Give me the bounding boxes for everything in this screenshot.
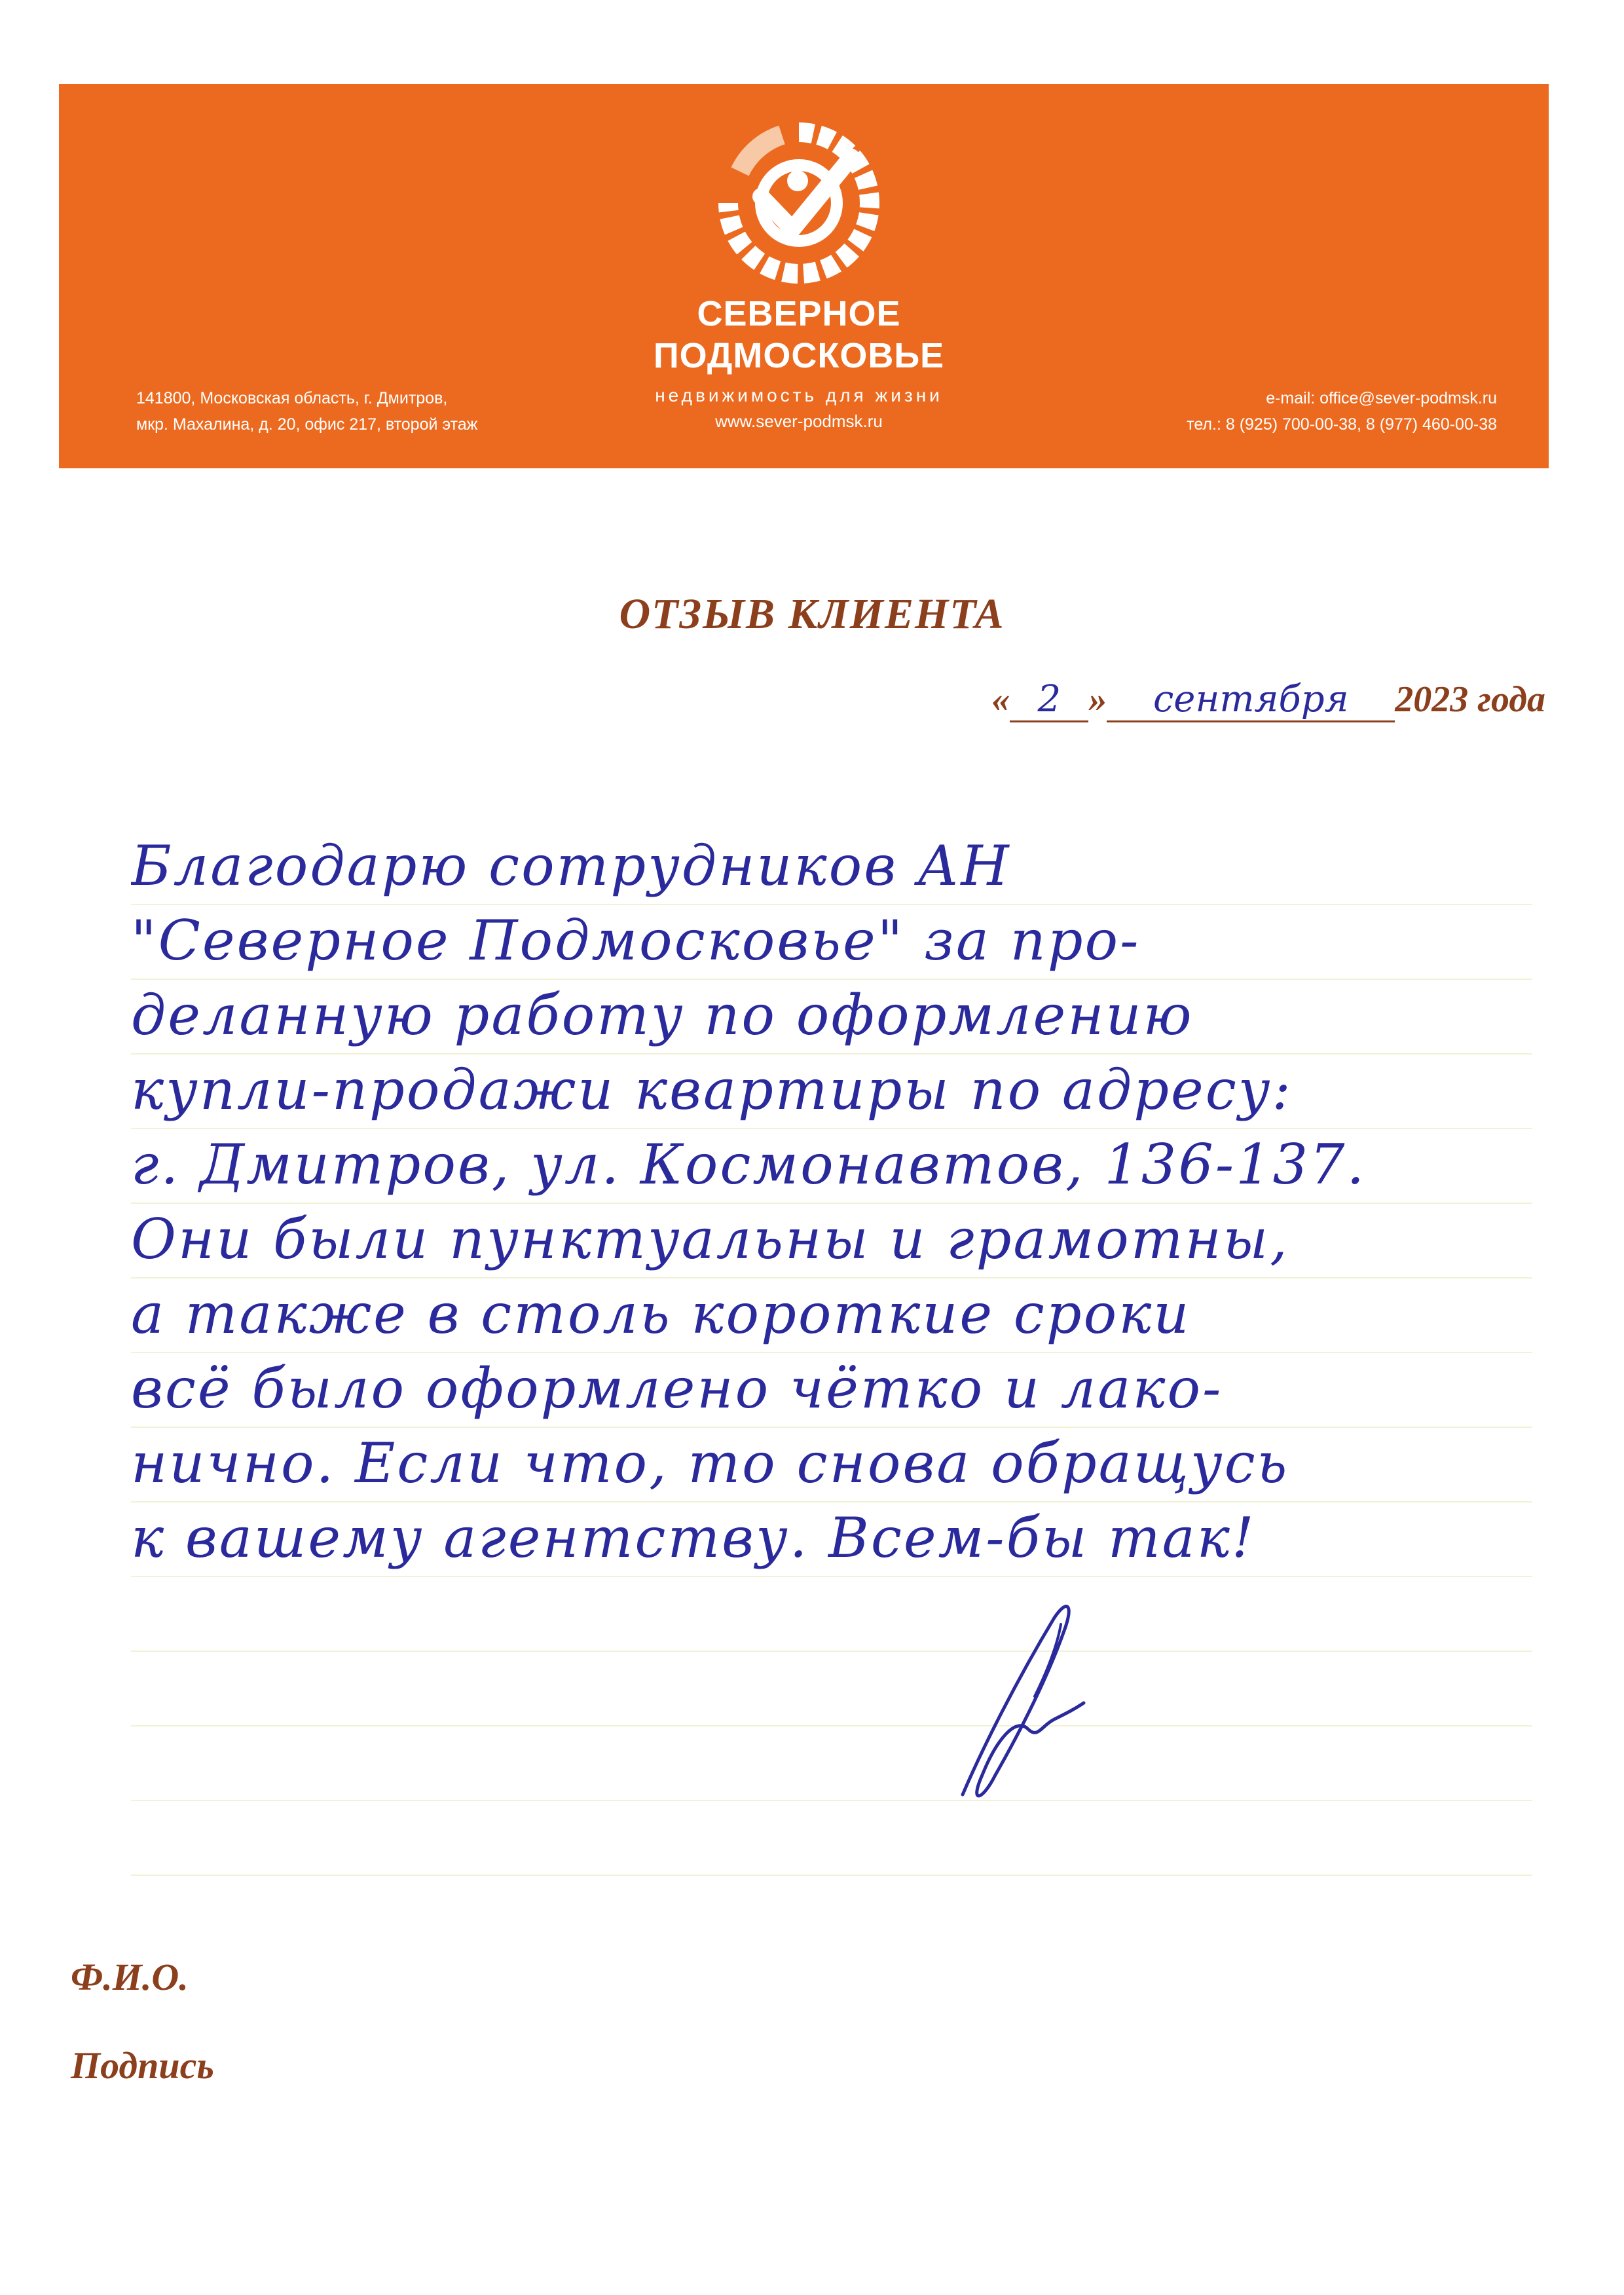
review-line: деланную работу по оформлению: [131, 983, 1194, 1047]
ruled-line: [131, 1725, 1532, 1726]
fio-label: Ф.И.О.: [71, 1956, 189, 1998]
company-address: [136, 385, 477, 438]
address-line2: мкр. Махалина, д. 20, офис 217, второй этаж: [136, 415, 478, 434]
brand-name-line2: ПОДМОСКОВЬЕ: [653, 336, 945, 375]
address-line1: 141800, Московская область, г. Дмитров,: [136, 389, 448, 407]
ruled-line: [131, 1800, 1532, 1801]
handwritten-review: [131, 829, 1526, 1575]
review-line: а также в столь короткие сроки: [131, 1282, 1191, 1346]
ruled-line: [131, 1576, 1532, 1577]
date-close-quote: »: [1088, 679, 1107, 720]
date-year: 2023 года: [1395, 679, 1545, 720]
review-line: Благодарю сотрудников АН: [131, 834, 1011, 898]
review-line: "Северное Подмосковье" за про-: [131, 908, 1141, 973]
email-link[interactable]: e-mail: office@sever-podmsk.ru: [1266, 389, 1497, 407]
company-contacts: [1187, 385, 1497, 438]
signature-label: Подпись: [71, 2044, 214, 2087]
date-day: 2: [1010, 678, 1088, 722]
company-logo-icon: [714, 118, 884, 288]
ruled-line: [131, 1875, 1532, 1876]
review-line: Они были пунктуальны и грамотны,: [131, 1207, 1289, 1271]
review-date: [991, 678, 1545, 722]
handwritten-signature: [943, 1578, 1113, 1814]
brand-name-line1: СЕВЕРНОЕ: [697, 294, 901, 333]
review-line: всё было оформлено чётко и лако-: [131, 1356, 1223, 1421]
review-line: нично. Если что, то снова обращусь: [131, 1431, 1289, 1495]
website-link[interactable]: www.sever-podmsk.ru: [715, 411, 883, 431]
review-line: к вашему агентству. Всем-бы так!: [131, 1506, 1256, 1570]
date-month: сентября: [1107, 678, 1395, 722]
phone-numbers: тел.: 8 (925) 700-00-38, 8 (977) 460-00-38: [1187, 415, 1497, 434]
ruled-line: [131, 1651, 1532, 1652]
date-open-quote: «: [991, 679, 1010, 720]
brand-tagline: недвижимость для жизни: [655, 385, 943, 405]
review-line: г. Дмитров, ул. Космонавтов, 136-137.: [131, 1132, 1367, 1197]
form-title: ОТЗЫВ КЛИЕНТА: [619, 590, 1005, 638]
review-line: купли-продажи квартиры по адресу:: [131, 1058, 1293, 1122]
